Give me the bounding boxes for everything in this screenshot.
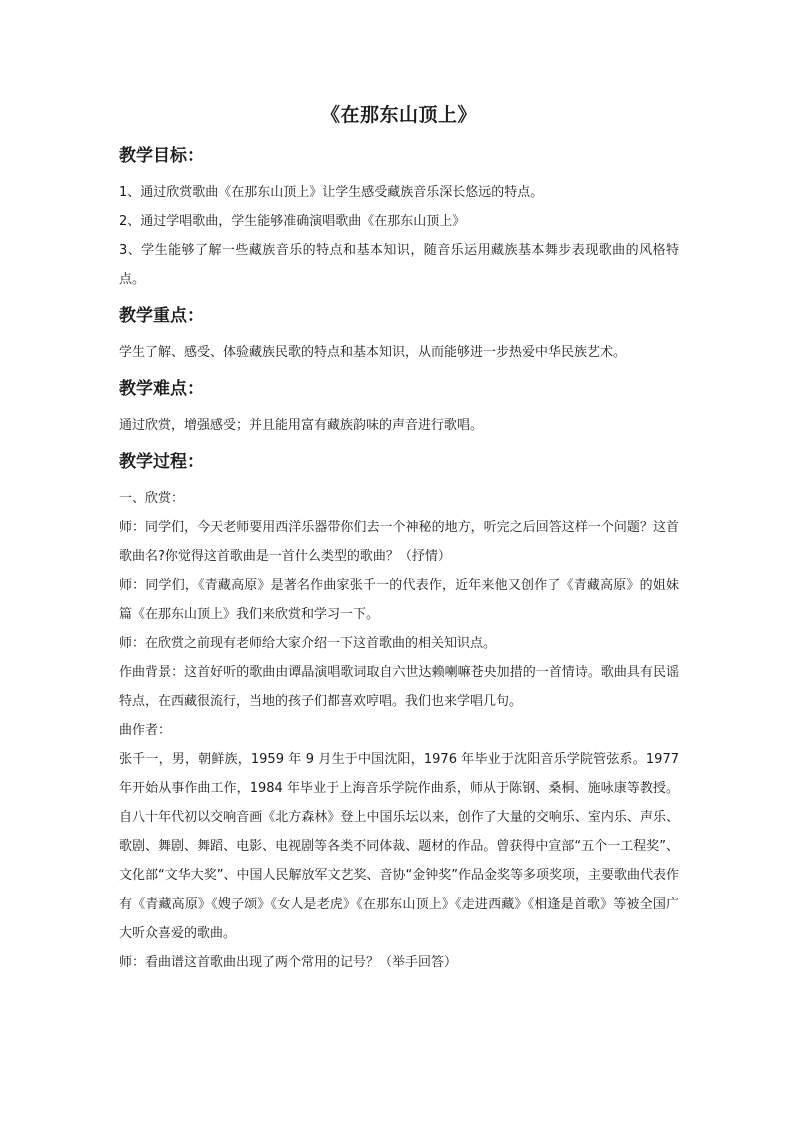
section-teaching-goals — [119, 142, 679, 294]
section-heading-goals: 教学目标： — [119, 146, 204, 166]
process-paragraph: 师：看曲谱这首歌曲出现了两个常用的记号？（举手回答） — [119, 955, 458, 970]
process-paragraph: 师：同学们，《青藏高原》是著名作曲家张千一的代表作，近年来他又创作了《青藏高原》的姐妹篇《在那东山顶上》我们来欣赏和学习一下。 — [119, 578, 679, 622]
process-paragraph: 曲作者： — [119, 723, 172, 738]
section-key-points — [119, 302, 679, 367]
goal-item-3: 3、学生能够了解一些藏族音乐的特点和基本知识，随音乐运用藏族基本舞步表现歌曲的风格特点。 — [119, 243, 679, 287]
goal-item-1: 1、通过欣赏歌曲《在那东山顶上》让学生感受藏族音乐深长悠远的特点。 — [119, 185, 544, 200]
process-paragraph: 作曲背景：这首好听的歌曲由谭晶演唱歌词取自六世达赖喇嘛苍央加措的一首情诗。歌曲具有民谣特点，在西藏很流行，当地的孩子们都喜欢哼唱。我们也来学唱几句。 — [119, 665, 679, 709]
process-paragraph: 师：在欣赏之前现有老师给大家介绍一下这首歌曲的相关知识点。 — [119, 636, 497, 651]
process-paragraph: 师：同学们，今天老师要用西洋乐器带你们去一个神秘的地方，听完之后回答这样一个问题？这首歌曲名?你觉得这首歌曲是一首什么类型的歌曲？（抒情） — [119, 520, 679, 564]
document-title: 《在那东山顶上》 — [320, 104, 477, 126]
section-difficulties — [119, 375, 679, 440]
difficulties-text: 通过欣赏，增强感受；并且能用富有藏族韵味的声音进行歌唱。 — [119, 418, 484, 433]
section-heading-process: 教学过程： — [119, 452, 204, 472]
section-process — [119, 448, 679, 977]
key-points-text: 学生了解、感受、体验藏族民歌的特点和基本知识，从而能够进一步热爱中华民族艺术。 — [119, 345, 627, 360]
goal-item-2: 2、通过学唱歌曲，学生能够准确演唱歌曲《在那东山顶上》 — [119, 214, 466, 229]
section-heading-difficulties: 教学难点： — [119, 379, 204, 399]
process-paragraph: 一、欣赏： — [119, 491, 185, 506]
section-heading-key-points: 教学重点： — [119, 306, 204, 326]
process-paragraph: 张千一，男，朝鲜族，1959 年 9 月生于中国沈阳，1976 年毕业于沈阳音乐学院管弦系。1977年开始从事作曲工作，1984 年毕业于上海音乐学院作曲系，师从于陈钢、桑桐、施咏康等教授。自八十年代初以交响音画《北方森林》登上中国乐坛以来，创作了大量的交响乐、室内乐、声乐、歌剧、舞剧、舞蹈、电影、电视剧等各类不同体裁、题材的作品。曾获得中宣部“五个一工程奖”、文化部“文华大奖”、中国人民解放军文艺奖、音协“金钟奖”作品金奖等多项奖项，主要歌曲代表作有《青藏高原》《嫂子颂》《女人是老虎》《在那东山顶上》《走进西藏》《相逢是首歌》等被全国广大听众喜爱的歌曲。 — [119, 752, 679, 941]
document-page — [119, 100, 679, 985]
